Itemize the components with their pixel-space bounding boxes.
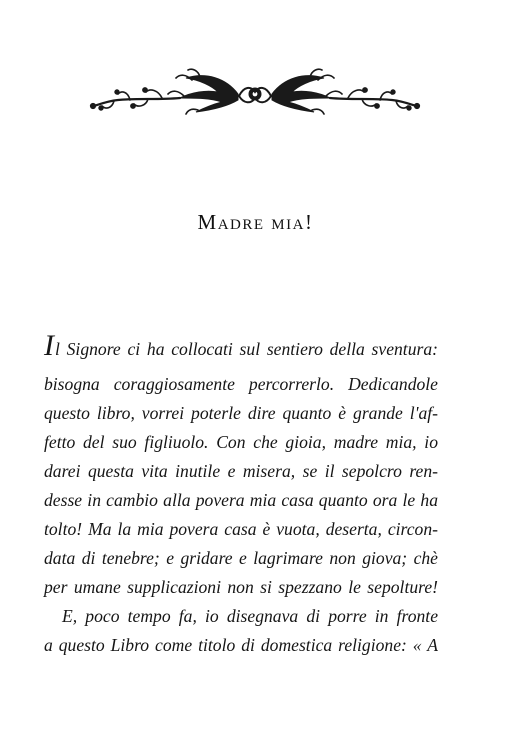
paragraph1-line7: tolto! Ma la mia povera casa è vuota, deserta, circon- [44, 519, 438, 539]
dedication-heading: Madre mia! [197, 210, 314, 234]
paragraph1-line6: desse in cambio alla povera mia casa quanto ora le ha [44, 490, 438, 510]
paragraph1-line8: data di tenebre; e gridare e lagrimare non giova; chè [44, 548, 438, 568]
paragraph2-line1: E, poco tempo fa, io disegnava di porre in fronte [62, 606, 438, 626]
paragraph1-line1-text: l Signore ci ha collocati sul sentiero della sventura: [55, 339, 438, 359]
paragraph2-line2: a questo Libro come titolo di domestica religione: « A [44, 635, 438, 655]
paragraph1-line4: fetto del suo figliuolo. Con che gioia, madre mia, io [44, 432, 438, 452]
floral-acanthus-ornament-icon [88, 68, 422, 118]
paragraph1-line9: per umane supplicazioni non si spezzano le sepolture! [44, 577, 438, 597]
paragraph1-line5: darei questa vita inutile e misera, se il sepolcro ren- [44, 461, 438, 481]
paragraph1-line2: bisogna coraggiosamente percorrerlo. Dedicandole [44, 374, 438, 394]
paragraph1-line1 [44, 329, 438, 362]
drop-cap: I [44, 329, 54, 362]
paragraph1-line3: questo libro, vorrei poterle dire quanto è grande l'af- [44, 403, 438, 423]
